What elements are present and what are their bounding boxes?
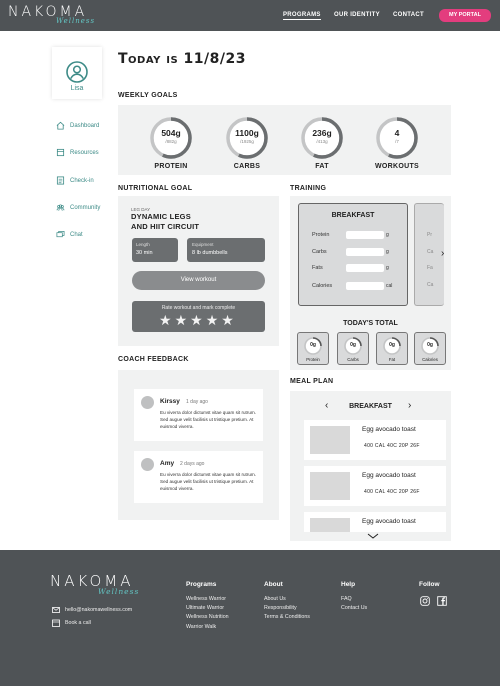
goal-value: 504g: [161, 128, 181, 138]
length-value: 30 min: [136, 250, 153, 256]
sidebar-item-label: Check-in: [70, 177, 94, 184]
goal-progress-ring: [149, 116, 193, 160]
total-value: 0g: [310, 342, 316, 348]
star-icon[interactable]: ★: [190, 312, 203, 328]
comment-text: Eu viverra dolor dictumst vitae quam sit rutrum. Sed augue velit facilisis ut tristique pretium. At euismod viverra.: [160, 472, 256, 492]
macro-row-label: Carbs: [312, 249, 327, 255]
macro-row-label: Protein: [312, 232, 330, 238]
total-value: 0g: [427, 342, 433, 348]
footer-link[interactable]: Wellness Nutrition: [186, 614, 229, 620]
meal-plan-heading: MEAL PLAN: [290, 378, 334, 385]
total-label: Protein: [306, 357, 320, 362]
rate-workout-box: [132, 301, 265, 332]
footer-about-heading: About: [264, 581, 283, 588]
goal-fat: [300, 116, 344, 170]
star-rating: [159, 313, 234, 327]
footer-logo[interactable]: NAKOMA: [50, 572, 134, 590]
comment-time: 2 days ago: [180, 461, 205, 467]
footer-book-call[interactable]: Book a call: [65, 620, 91, 626]
equipment-info: [187, 238, 265, 262]
meal-name: Egg avocado toast: [362, 518, 416, 525]
meal-card[interactable]: [304, 512, 446, 532]
equipment-value: 8 lb dumbbells: [192, 250, 228, 256]
total-value: 0g: [389, 342, 395, 348]
profile-card[interactable]: [52, 47, 102, 99]
meal-image: [310, 426, 350, 454]
coach-feedback-heading: COACH FEEDBACK: [118, 356, 189, 363]
chevron-right-icon[interactable]: ›: [441, 248, 445, 259]
meal-type-label: BREAKFAST: [349, 403, 392, 410]
footer-link[interactable]: Wellness Warrior: [186, 596, 227, 602]
goal-protein: [149, 116, 193, 170]
goal-label: FAT: [315, 163, 329, 170]
meal-card[interactable]: [304, 466, 446, 506]
calendar-icon: [52, 619, 60, 627]
goal-workouts: [375, 116, 419, 170]
goal-target: /7: [395, 139, 399, 144]
comment-author: Amy: [160, 460, 175, 467]
brand-logo[interactable]: NAKOMA: [8, 4, 88, 20]
todays-total-heading: TODAY'S TOTAL: [343, 320, 398, 327]
page-title: Today is 11/8/23: [118, 51, 246, 67]
chevron-right-icon[interactable]: ›: [408, 400, 412, 411]
meal-name: Egg avocado toast: [362, 472, 416, 479]
macro-row-label: Calories: [312, 283, 333, 289]
footer-link[interactable]: FAQ: [341, 596, 352, 602]
total-label: Carbs: [347, 357, 359, 362]
goal-target: /1925g: [240, 139, 254, 144]
macro-row-label: Fats: [312, 265, 323, 271]
goal-progress-ring: [300, 116, 344, 160]
protein-input[interactable]: [346, 231, 384, 239]
macro-unit: g: [386, 232, 389, 238]
total-fat: [376, 332, 408, 365]
view-workout-button[interactable]: View workout: [132, 271, 265, 290]
comment-text: Eu viverra dolor dictumst vitae quam sit rutrum. Sed augue velit facilisis ut tristique pretium. At euismod viverra.: [160, 410, 256, 430]
macro-unit: cal: [386, 283, 393, 289]
people-icon: [56, 203, 65, 212]
meal-image: [310, 472, 350, 500]
meal-stats: 400 CAL 40C 20P 26F: [364, 443, 420, 449]
peek-row-label: Pr: [427, 232, 432, 238]
fats-input[interactable]: [346, 264, 384, 272]
sidebar-item-label: Resources: [70, 149, 99, 156]
weekly-goals-heading: WEEKLY GOALS: [118, 92, 178, 99]
comment-card: [134, 451, 263, 503]
site-footer: [0, 550, 500, 686]
goal-value: 1100g: [235, 128, 259, 138]
total-calories: [414, 332, 446, 365]
footer-help-heading: Help: [341, 581, 356, 588]
footer-email[interactable]: hello@nakomawellness.com: [65, 607, 133, 613]
instagram-icon[interactable]: [420, 596, 430, 606]
top-header: [0, 0, 500, 31]
star-icon[interactable]: ★: [221, 312, 234, 328]
footer-link[interactable]: Contact Us: [341, 605, 368, 611]
sidebar-item-label: Chat: [70, 231, 83, 238]
meal-stats: 400 CAL 40C 20P 26F: [364, 489, 420, 495]
length-label: Length: [136, 242, 150, 247]
nav-contact[interactable]: CONTACT: [393, 12, 424, 18]
goal-value: 236g: [312, 128, 332, 138]
comment-author: Kirssy: [160, 398, 180, 405]
book-icon: [56, 148, 65, 157]
next-card-peek: [414, 203, 444, 306]
comment-card: [134, 389, 263, 441]
total-label: Calories: [422, 357, 438, 362]
sidebar-item-label: Community: [70, 204, 101, 211]
footer-link[interactable]: Ultimate Warrior: [186, 605, 225, 611]
star-icon[interactable]: ★: [205, 312, 219, 328]
calories-input[interactable]: [346, 282, 384, 290]
goal-carbs: [225, 116, 269, 170]
sidebar-item-label: Dashboard: [70, 122, 100, 129]
macro-unit: g: [386, 249, 389, 255]
footer-logo-script: Wellness: [98, 587, 140, 596]
goal-label: PROTEIN: [154, 163, 188, 170]
length-info: [132, 238, 178, 262]
total-label: Fat: [388, 357, 396, 362]
meal-card[interactable]: [304, 420, 446, 460]
total-protein: [297, 332, 329, 365]
comment-time: 1 day ago: [186, 399, 208, 405]
chevron-left-icon[interactable]: ‹: [325, 400, 329, 411]
goal-value: 4: [394, 128, 400, 138]
footer-programs-heading: Programs: [186, 581, 217, 588]
sidebar-item-community[interactable]: [56, 203, 100, 212]
rate-workout-label: Rate workout and mark complete: [161, 305, 236, 311]
meal-name: Egg avocado toast: [362, 426, 416, 433]
footer-link[interactable]: Terms & Conditions: [264, 614, 310, 620]
carbs-input[interactable]: [346, 248, 384, 256]
profile-name: Lisa: [70, 85, 84, 92]
brand-logo-script: Wellness: [56, 17, 96, 25]
avatar: [141, 396, 154, 409]
checklist-icon: [56, 176, 65, 185]
goal-target: /882g: [165, 139, 177, 144]
star-icon[interactable]: ★: [159, 312, 172, 328]
training-heading: TRAINING: [290, 185, 327, 192]
peek-row-label: Ca: [427, 282, 434, 288]
peek-row-label: Ca: [427, 249, 434, 255]
total-carbs: [337, 332, 369, 365]
user-avatar-icon: [66, 61, 88, 83]
meal-image: [310, 518, 350, 532]
goal-progress-ring: [225, 116, 269, 160]
nav-our-identity[interactable]: OUR IDENTITY: [334, 12, 380, 18]
mail-icon: [52, 607, 60, 613]
macro-unit: g: [386, 265, 389, 271]
footer-link[interactable]: Responsibility: [264, 605, 297, 611]
chevron-down-icon[interactable]: [367, 533, 379, 539]
chat-icon: [56, 230, 65, 239]
sidebar-item-chat[interactable]: [56, 230, 83, 239]
goal-label: WORKOUTS: [375, 163, 420, 170]
footer-link[interactable]: About Us: [264, 596, 286, 602]
workout-title: [131, 212, 199, 232]
home-icon: [56, 121, 65, 130]
goal-target: /413g: [316, 139, 328, 144]
goal-label: CARBS: [233, 163, 261, 170]
workout-title-line: DYNAMIC LEGS: [131, 212, 191, 221]
footer-link[interactable]: Warrior Walk: [186, 624, 217, 630]
equipment-label: Equipment: [192, 242, 214, 247]
goal-progress-ring: [375, 116, 419, 160]
workout-day-label: LEG DAY: [131, 207, 151, 212]
sidebar-item-resources[interactable]: [56, 148, 99, 157]
facebook-icon[interactable]: [437, 596, 447, 606]
sidebar-item-dashboard[interactable]: [56, 121, 99, 130]
total-value: 0g: [350, 342, 356, 348]
macro-card-title: BREAKFAST: [331, 212, 375, 219]
nutritional-goal-heading: NUTRITIONAL GOAL: [118, 185, 193, 192]
avatar: [141, 458, 154, 471]
sidebar-item-check-in[interactable]: [56, 176, 94, 185]
workout-title-line: AND HIIT CIRCUIT: [131, 222, 200, 231]
my-portal-button[interactable]: MY PORTAL: [439, 9, 491, 22]
peek-row-label: Fa: [427, 265, 433, 271]
footer-follow-heading: Follow: [419, 581, 440, 588]
nav-programs[interactable]: PROGRAMS: [283, 12, 321, 18]
star-icon[interactable]: ★: [174, 312, 188, 328]
